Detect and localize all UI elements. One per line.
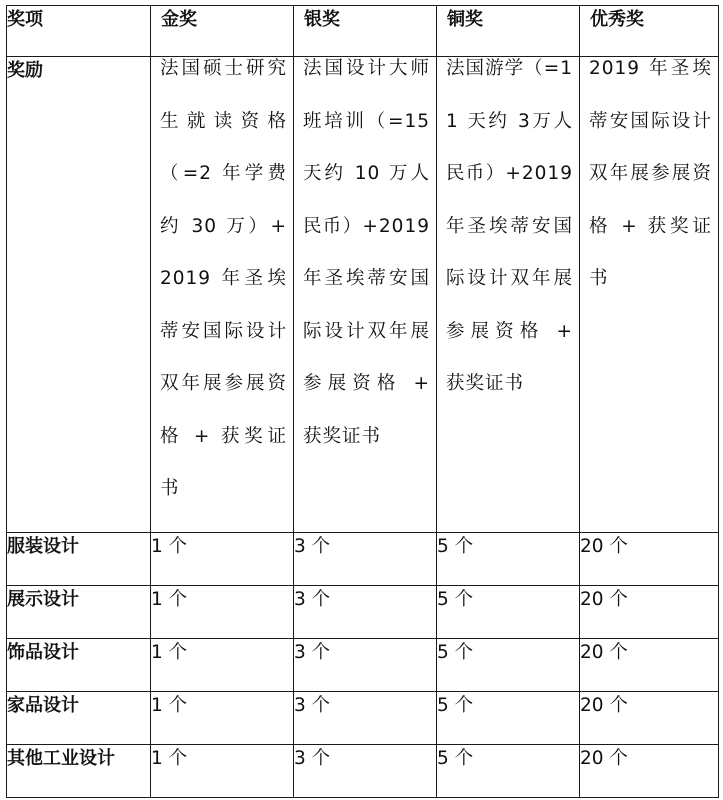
count-silver: 3 个 [294,639,437,692]
table-row [7,533,719,586]
category-label: 服装设计 [7,533,151,586]
count-gold: 1 个 [151,586,294,639]
count-gold: 1 个 [151,745,294,798]
reward-label: 奖励 [7,57,151,533]
count-excellence: 20 个 [580,533,719,586]
table-row [7,586,719,639]
count-silver: 3 个 [294,533,437,586]
count-excellence: 20 个 [580,639,719,692]
header-gold: 金奖 [151,6,294,57]
count-bronze: 5 个 [437,639,580,692]
awards-table [6,5,719,798]
category-label: 饰品设计 [7,639,151,692]
reward-bronze-cell [437,57,580,533]
count-gold: 1 个 [151,692,294,745]
count-excellence: 20 个 [580,692,719,745]
count-bronze: 5 个 [437,533,580,586]
count-excellence: 20 个 [580,745,719,798]
count-silver: 3 个 [294,745,437,798]
count-silver: 3 个 [294,692,437,745]
count-gold: 1 个 [151,533,294,586]
reward-silver-text: 法国设计大师班培训（=15天约 10 万人民币）+2019年圣埃蒂安国际设计双年展参展资格 + 获奖证书 [303,58,430,447]
header-award-type: 奖项 [7,6,151,57]
header-excellence: 优秀奖 [580,6,719,57]
table-row [7,745,719,798]
count-gold: 1 个 [151,639,294,692]
category-label: 展示设计 [7,586,151,639]
header-bronze: 铜奖 [437,6,580,57]
count-bronze: 5 个 [437,586,580,639]
reward-excellence-text: 2019 年圣埃蒂安国际设计双年展参展资格 + 获奖证书 [589,58,712,289]
reward-gold-text: 法国硕士研究生就读资格（=2 年学费约 30 万）+2019 年圣埃蒂安国际设计双年展参展资格 + 获奖证书 [160,58,287,499]
header-silver: 银奖 [294,6,437,57]
reward-excellence-cell [580,57,719,533]
reward-gold-cell [151,57,294,533]
table-row [7,639,719,692]
reward-silver-cell [294,57,437,533]
count-bronze: 5 个 [437,745,580,798]
table-row [7,692,719,745]
count-excellence: 20 个 [580,586,719,639]
category-label: 家品设计 [7,692,151,745]
reward-bronze-text: 法国游学（=11 天约 3万人民币）+2019 年圣埃蒂安国际设计双年展参展资格 + 获奖证书 [446,58,573,394]
category-label: 其他工业设计 [7,745,151,798]
count-bronze: 5 个 [437,692,580,745]
reward-row [7,57,719,533]
count-silver: 3 个 [294,586,437,639]
